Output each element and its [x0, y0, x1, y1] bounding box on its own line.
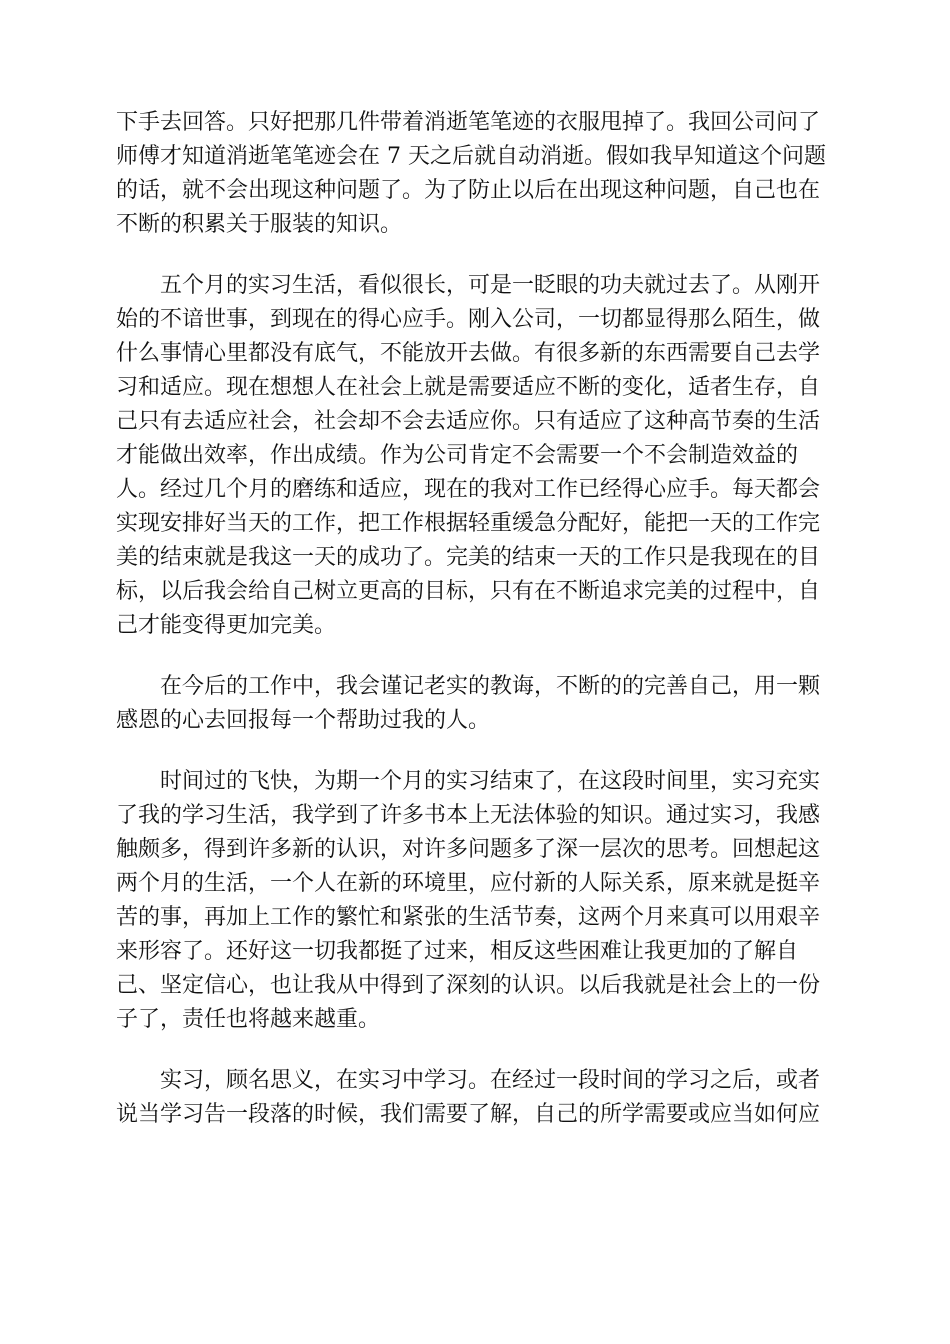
text-line: 不断的积累关于服装的知识。 [116, 212, 403, 237]
text-line: 来形容了。还好这一切我都挺了过来，相反这些困难让我更加的了解自 [116, 939, 799, 964]
text-line: 人。经过几个月的磨练和适应，现在的我对工作已经得心应手。每天都会 [116, 477, 821, 502]
text-line: 才能做出效率，作出成绩。作为公司肯定不会需要一个不会制造效益的 [116, 443, 799, 468]
text-line: 习和适应。现在想想人在社会上就是需要适应不断的变化，适者生存，自 [116, 375, 821, 400]
text-line: 在今后的工作中，我会谨记老实的教诲，不断的的完善自己，用一颗 [160, 674, 821, 699]
text-line: 五个月的实习生活，看似很长，可是一眨眼的功夫就过去了。从刚开 [160, 273, 821, 298]
text-line: 感恩的心去回报每一个帮助过我的人。 [116, 708, 491, 733]
text-line: 苦的事，再加上工作的繁忙和紧张的生活节奏，这两个月来真可以用艰辛 [116, 905, 821, 930]
text-line: 什么事情心里都没有底气，不能放开去做。有很多新的东西需要自己去学 [116, 341, 821, 366]
document-page [116, 106, 834, 1159]
text-line: 时间过的飞快，为期一个月的实习结束了，在这段时间里，实习充实 [160, 769, 821, 794]
text-line: 子了，责任也将越来越重。 [116, 1007, 381, 1032]
text-line: 下手去回答。只好把那几件带着消逝笔笔迹的衣服甩掉了。我回公司问了 [116, 110, 821, 135]
text-line: 己才能变得更加完美。 [116, 613, 337, 638]
text-line: 实习，顾名思义，在实习中学习。在经过一段时间的学习之后，或者 [160, 1068, 821, 1093]
paragraph-1 [116, 106, 834, 242]
text-line: 己只有去适应社会，社会却不会去适应你。只有适应了这种高节奏的生活 [116, 409, 821, 434]
text-line: 了我的学习生活，我学到了许多书本上无法体验的知识。通过实习，我感 [116, 803, 821, 828]
paragraph-2 [116, 269, 834, 643]
text-line: 实现安排好当天的工作，把工作根据轻重缓急分配好，能把一天的工作完 [116, 511, 821, 536]
text-line: 两个月的生活，一个人在新的环境里，应付新的人际关系，原来就是挺辛 [116, 871, 821, 896]
text-line: 说当学习告一段落的时候，我们需要了解，自己的所学需要或应当如何应 [116, 1102, 821, 1127]
paragraph-3 [116, 670, 834, 738]
paragraph-4 [116, 765, 834, 1037]
text-line: 己、坚定信心，也让我从中得到了深刻的认识。以后我就是社会上的一份 [116, 973, 821, 998]
paragraph-5 [116, 1064, 834, 1132]
text-line: 触颇多，得到许多新的认识，对许多问题多了深一层次的思考。回想起这 [116, 837, 821, 862]
text-line: 的话，就不会出现这种问题了。为了防止以后在出现这种问题，自己也在 [116, 178, 821, 203]
text-line: 始的不谙世事，到现在的得心应手。刚入公司，一切都显得那么陌生，做 [116, 307, 821, 332]
text-line: 师傅才知道消逝笔笔迹会在 7 天之后就自动消逝。假如我早知道这个问题 [116, 144, 826, 169]
text-line: 标，以后我会给自己树立更高的目标，只有在不断追求完美的过程中，自 [116, 579, 821, 604]
text-line: 美的结束就是我这一天的成功了。完美的结束一天的工作只是我现在的目 [116, 545, 821, 570]
